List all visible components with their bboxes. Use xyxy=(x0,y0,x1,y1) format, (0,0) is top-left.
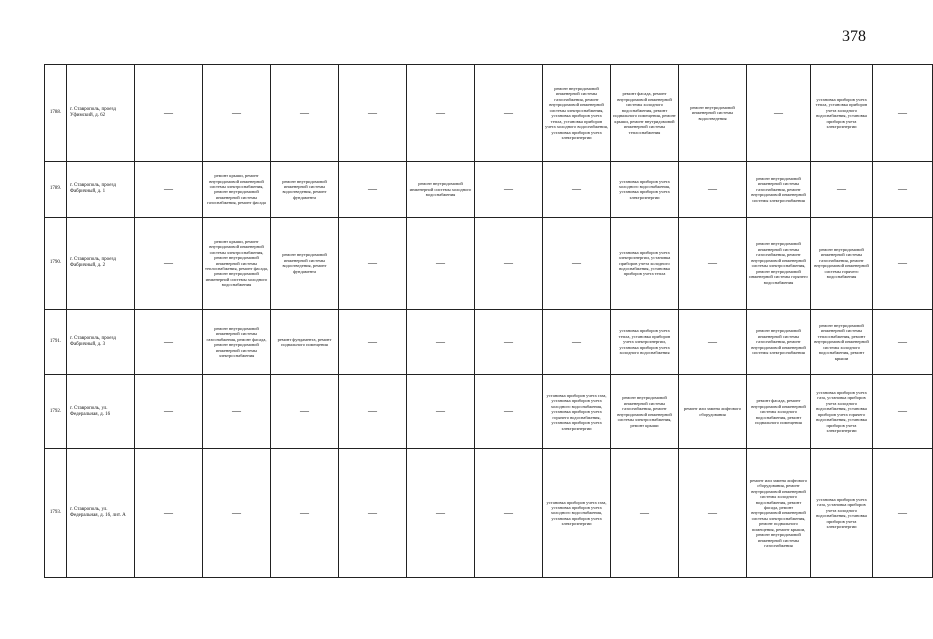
empty-work-cell: — xyxy=(873,162,933,217)
empty-work-cell: — xyxy=(339,449,407,578)
empty-work-cell: — xyxy=(873,309,933,374)
empty-work-cell: — xyxy=(135,65,203,162)
address-cell: г. Ставрополь, проезд Фабричный, д. 2 xyxy=(67,217,135,309)
address-cell: г. Ставрополь, проезд Уфимский, д. 62 xyxy=(67,65,135,162)
work-cell: ремонт внутридомовой инженерной системы газоснабжения, ремонт внутридомовой инженерной системы электроснабжения xyxy=(747,162,811,217)
table-row xyxy=(45,375,933,449)
empty-work-cell: — xyxy=(407,375,475,449)
empty-work-cell: — xyxy=(475,217,543,309)
empty-work-cell: — xyxy=(339,309,407,374)
empty-work-cell: — xyxy=(271,449,339,578)
empty-work-cell: — xyxy=(873,217,933,309)
work-cell: ремонт фундамента, ремонт подвального помещения xyxy=(271,309,339,374)
page-number: 378 xyxy=(842,28,866,45)
work-cell: ремонт внутридомовой инженерной системы газоснабжения, ремонт внутридомовой инженерной системы горячего водоснабжения xyxy=(811,217,873,309)
repair-schedule-table xyxy=(44,64,933,578)
empty-work-cell: — xyxy=(135,217,203,309)
table-row xyxy=(45,65,933,162)
row-number-cell: 1791. xyxy=(45,309,67,374)
empty-work-cell: — xyxy=(407,309,475,374)
table-body xyxy=(45,65,933,578)
row-number-cell: 1788. xyxy=(45,65,67,162)
empty-work-cell: — xyxy=(339,162,407,217)
empty-work-cell: — xyxy=(475,375,543,449)
work-cell: установка приборов учета электроэнергии, установка приборов учета холодного водоснабжения, установка приборов учета тепла xyxy=(611,217,679,309)
empty-work-cell: — xyxy=(135,162,203,217)
work-cell: установка приборов учета газа, установка приборов учета холодного водоснабжения, установка приборов учета электроэнергии xyxy=(811,449,873,578)
work-cell: ремонт крыши, ремонт внутридомовой инженерной системы электроснабжения, ремонт внутридомовой инженерной системы газоснабжения, ремонт фасада xyxy=(203,162,271,217)
work-cell: ремонт крыши, ремонт внутридомовой инженерной системы электроснабжения, ремонт внутридомовой инженерной системы теплоснабжения, ремонт фасада, ремонт внутридомовой инженерной системы холодного водоснабжения xyxy=(203,217,271,309)
work-cell: установка приборов учета газа, установка приборов учета холодного водоснабжения, установка приборов учета горячего водоснабжения, установка приборов учета электроэнергии xyxy=(543,375,611,449)
empty-work-cell: — xyxy=(611,449,679,578)
empty-work-cell: — xyxy=(475,449,543,578)
work-cell: ремонт внутридомовой инженерной системы газоснабжения, ремонт внутридомовой инженерной системы электроснабжения, ремонт внутридомовой инженерной системы горячего водоснабжения xyxy=(747,217,811,309)
empty-work-cell: — xyxy=(679,162,747,217)
empty-work-cell: — xyxy=(407,217,475,309)
empty-work-cell: — xyxy=(203,65,271,162)
empty-work-cell: — xyxy=(339,65,407,162)
empty-work-cell: — xyxy=(811,162,873,217)
empty-work-cell: — xyxy=(135,375,203,449)
work-cell: установка приборов учета холодного водоснабжения, установка приборов учета электроэнергии xyxy=(611,162,679,217)
empty-work-cell: — xyxy=(543,309,611,374)
empty-work-cell: — xyxy=(407,449,475,578)
empty-work-cell: — xyxy=(135,449,203,578)
empty-work-cell: — xyxy=(407,65,475,162)
work-cell: установка приборов учета тепла, установка приборов учета электроэнергии, установка приборов учета холодного водоснабжения xyxy=(611,309,679,374)
empty-work-cell: — xyxy=(873,375,933,449)
address-cell: г. Ставрополь, ул. Федеральная, д. 16 xyxy=(67,375,135,449)
table-row xyxy=(45,309,933,374)
empty-work-cell: — xyxy=(339,217,407,309)
empty-work-cell: — xyxy=(679,217,747,309)
work-cell: ремонт внутридомовой инженерной системы газоснабжения, ремонт внутридомовой инженерной системы электроснабжения, установка приборов учета тепла, установка приборов учета холодного водоснабжения, установка приборов учета электроэнергии xyxy=(543,65,611,162)
work-cell: ремонт внутридомовой инженерной системы газоснабжения, ремонт внутридомовой инженерной системы электроснабжения, ремонт крыши xyxy=(611,375,679,449)
empty-work-cell: — xyxy=(679,309,747,374)
work-cell: ремонт внутридомовой инженерной системы газоснабжения, ремонт фасада, ремонт внутридомовой инженерной системы электроснабжения xyxy=(203,309,271,374)
empty-work-cell: — xyxy=(271,65,339,162)
row-number-cell: 1790. xyxy=(45,217,67,309)
work-cell: ремонт фасада, ремонт внутридомовой инженерной системы холодного водоснабжения, ремонт подвального помещения xyxy=(747,375,811,449)
empty-work-cell: — xyxy=(203,449,271,578)
work-cell: ремонт или замена лифтового оборудования xyxy=(679,375,747,449)
address-cell: г. Ставрополь, проезд Фабричный, д. 1 xyxy=(67,162,135,217)
row-number-cell: 1793. xyxy=(45,449,67,578)
table-row xyxy=(45,162,933,217)
work-cell: ремонт внутридомовой инженерной системы теплоснабжения, ремонт внутридомовой инженерной системы холодного водоснабжения, ремонт крыши xyxy=(811,309,873,374)
empty-work-cell: — xyxy=(475,65,543,162)
work-cell: установка приборов учета газа, установка приборов учета холодного водоснабжения, установка приборов учета горячего водоснабжения, установка приборов учета электроэнергии xyxy=(811,375,873,449)
address-cell: г. Ставрополь, проезд Фабричный, д. 3 xyxy=(67,309,135,374)
work-cell: ремонт или замена лифтового оборудования, ремонт внутридомовой инженерной системы холодного водоснабжения, ремонт фасада, ремонт внутридомовой инженерной системы электроснабжения, ремонт подвального помещения, ремонт крыши, ремонт внутридомовой инженерной системы газоснабжения xyxy=(747,449,811,578)
work-cell: установка приборов учета газа, установка приборов учета холодного водоснабжения, установка приборов учета электроэнергии xyxy=(543,449,611,578)
work-cell: ремонт внутридомовой инженерной системы водоотведения xyxy=(679,65,747,162)
empty-work-cell: — xyxy=(135,309,203,374)
work-cell: ремонт внутридомовой инженерной системы газоснабжения, ремонт внутридомовой инженерной системы электроснабжения xyxy=(747,309,811,374)
empty-work-cell: — xyxy=(203,375,271,449)
work-cell: ремонт внутридомовой инженерной системы холодного водоснабжения xyxy=(407,162,475,217)
empty-work-cell: — xyxy=(873,65,933,162)
table-row xyxy=(45,449,933,578)
row-number-cell: 1789. xyxy=(45,162,67,217)
work-cell: ремонт внутридомовой инженерной системы водоотведения, ремонт фундамента xyxy=(271,217,339,309)
empty-work-cell: — xyxy=(475,162,543,217)
work-cell: ремонт внутридомовой инженерной системы водоотведения, ремонт фундамента xyxy=(271,162,339,217)
empty-work-cell: — xyxy=(543,162,611,217)
address-cell: г. Ставрополь, ул. Федеральная, д. 16, лит. А xyxy=(67,449,135,578)
empty-work-cell: — xyxy=(873,449,933,578)
table-row xyxy=(45,217,933,309)
empty-work-cell: — xyxy=(271,375,339,449)
work-cell: установка приборов учета тепла, установка приборов учета холодного водоснабжения, установка приборов учета электроэнергии xyxy=(811,65,873,162)
empty-work-cell: — xyxy=(747,65,811,162)
work-cell: ремонт фасада, ремонт внутридомовой инженерной системы холодного водоснабжения, ремонт подвального помещения, ремонт крыши, ремонт внутридомовой инженерной системы теплоснабжения xyxy=(611,65,679,162)
row-number-cell: 1792. xyxy=(45,375,67,449)
empty-work-cell: — xyxy=(679,449,747,578)
empty-work-cell: — xyxy=(475,309,543,374)
empty-work-cell: — xyxy=(339,375,407,449)
empty-work-cell: — xyxy=(543,217,611,309)
